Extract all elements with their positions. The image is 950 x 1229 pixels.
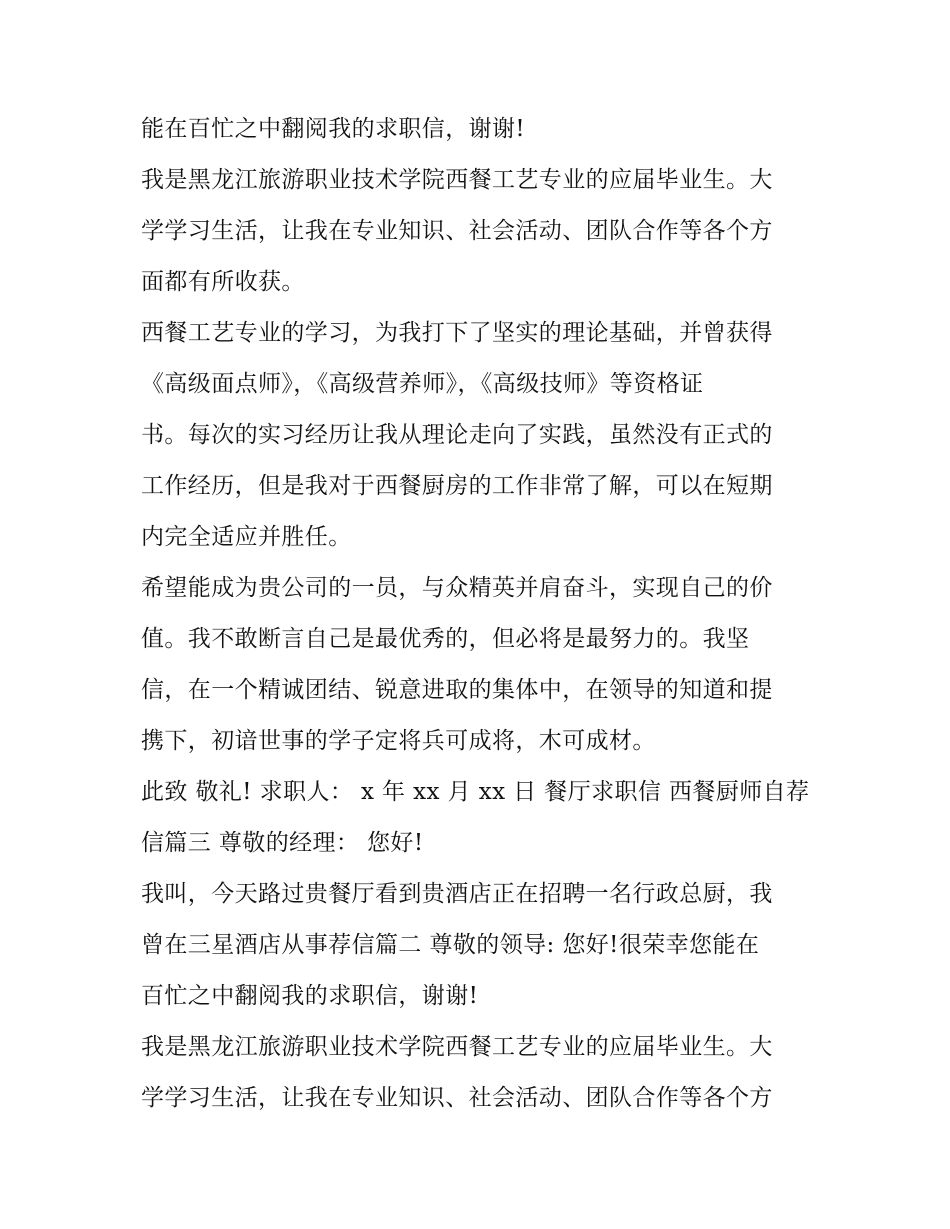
text-line: 工作经历，但是我对于西餐厨房的工作非常了解，可以在短期 xyxy=(141,473,773,499)
text-line: 学学习生活，让我在专业知识、社会活动、团队合作等各个方 xyxy=(141,218,773,244)
text-line: 携下，初谙世事的学子定将兵可成将，木可成材。 xyxy=(141,728,656,754)
text-line: 西餐工艺专业的学习，为我打下了坚实的理论基础，并曾获得 xyxy=(141,320,773,346)
text-line: 我是黑龙江旅游职业技术学院西餐工艺专业的应届毕业生。大 xyxy=(141,1034,773,1060)
text-line: 书。每次的实习经历让我从理论走向了实践，虽然没有正式的 xyxy=(141,422,773,448)
text-line: 面都有所收获。 xyxy=(141,269,305,295)
text-line: 我是黑龙江旅游职业技术学院西餐工艺专业的应届毕业生。大 xyxy=(141,167,773,193)
text-line: 曾在三星酒店从事荐信篇二 尊敬的领导: 您好!很荣幸您能在 xyxy=(141,932,760,958)
body-text xyxy=(141,104,831,1124)
text-line: 值。我不敢断言自己是最优秀的，但必将是最努力的。我坚 xyxy=(141,626,750,652)
text-line: 能在百忙之中翻阅我的求职信，谢谢! xyxy=(141,116,526,142)
text-line: 信篇三 尊敬的经理： 您好! xyxy=(141,830,424,856)
text-line: 内完全适应并胜任。 xyxy=(141,524,352,550)
text-line: 学学习生活，让我在专业知识、社会活动、团队合作等各个方 xyxy=(141,1085,773,1111)
text-line: 《高级面点师》，《高级营养师》，《高级技师》等资格证 xyxy=(141,371,704,397)
text-line: 信，在一个精诚团结、锐意进取的集体中，在领导的知道和提 xyxy=(141,677,773,703)
text-line: 百忙之中翻阅我的求职信，谢谢! xyxy=(141,983,479,1009)
text-line: 我叫，今天路过贵餐厅看到贵酒店正在招聘一名行政总厨，我 xyxy=(141,881,773,907)
text-line: 此致 敬礼! 求职人： x 年 xx 月 xx 日 餐厅求职信 西餐厨师自荐 xyxy=(141,779,810,805)
text-line: 希望能成为贵公司的一员，与众精英并肩奋斗，实现自己的价 xyxy=(141,575,773,601)
